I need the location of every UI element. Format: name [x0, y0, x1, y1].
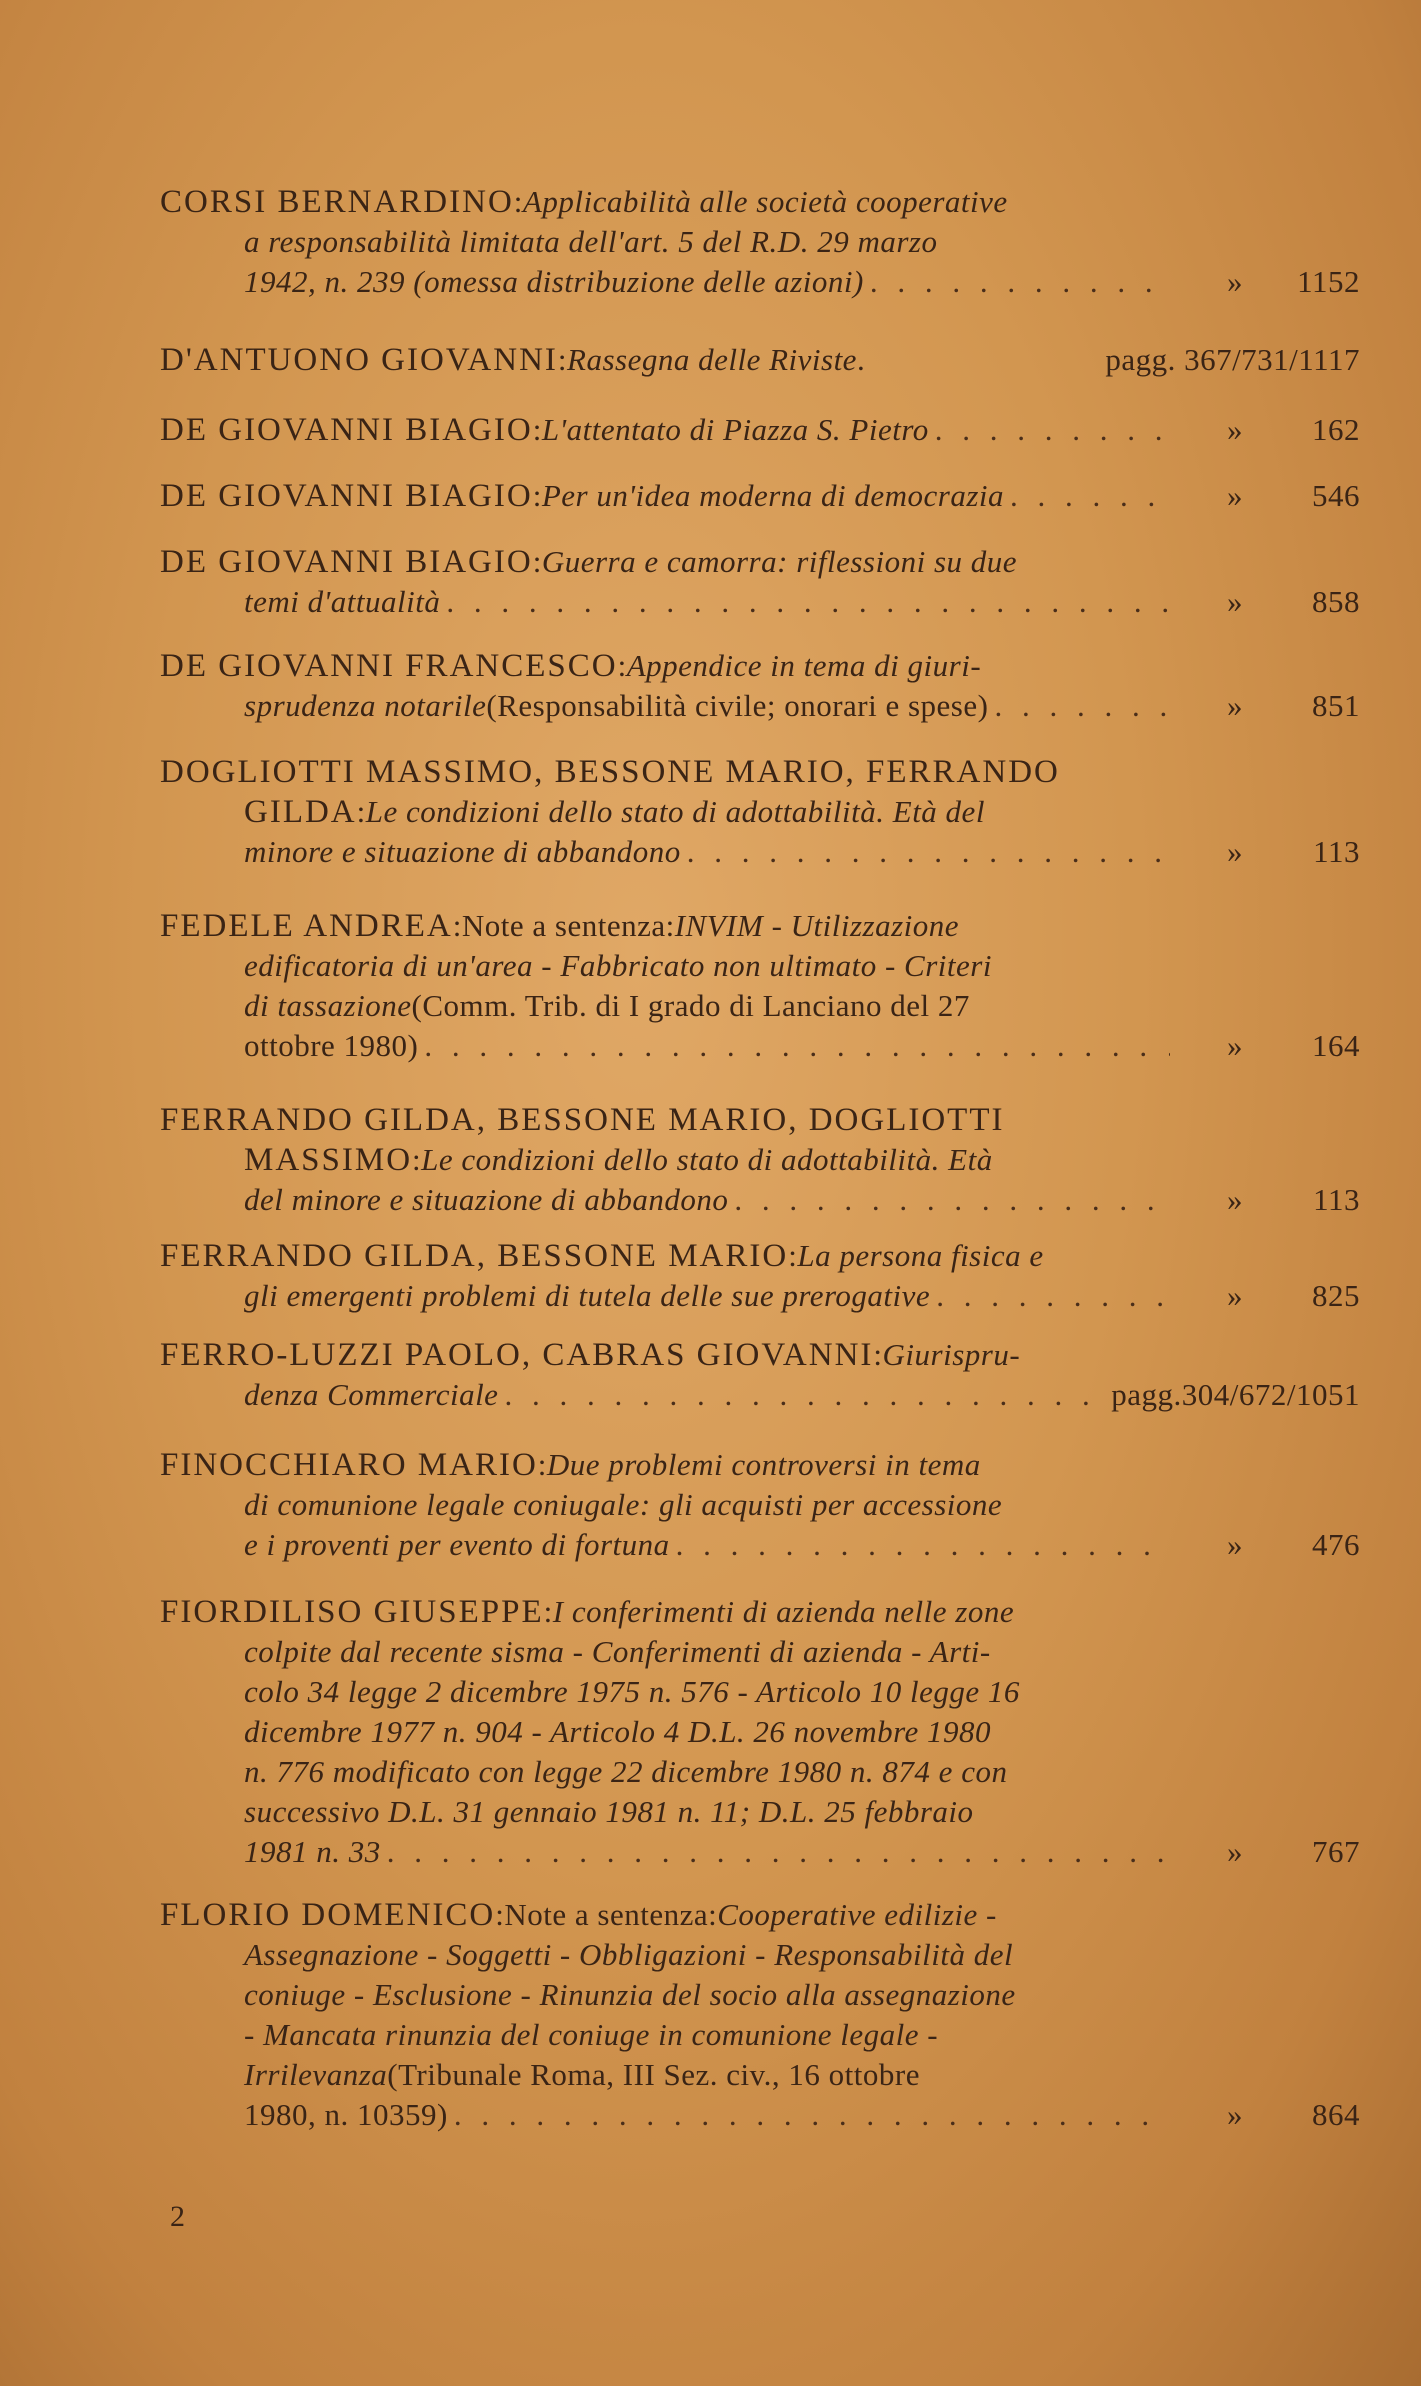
entry-line: [160, 2055, 1360, 2095]
entry-line: [160, 410, 1360, 450]
entry-page: 1152: [1297, 264, 1360, 299]
entry-line: [160, 1026, 1360, 1066]
entry-note: Note a sentenza:: [504, 1897, 718, 1932]
entry-title: gli emergenti problemi di tutela delle sue prerogative: [244, 1278, 931, 1313]
entry-title: Per un'idea moderna di democrazia: [541, 478, 1005, 513]
entry-line: [160, 686, 1360, 726]
entry-line: [160, 1895, 1360, 1935]
index-entry: [160, 542, 1360, 622]
entry-separator: :: [557, 342, 568, 377]
leader-dots: [930, 1276, 1170, 1316]
entry-title: di comunione legale coniugale: gli acquisti per accessione: [244, 1487, 1003, 1522]
entry-line: [160, 1140, 1360, 1180]
entry-author: DE GIOVANNI FRANCESCO: [160, 648, 618, 684]
entry-separator: :: [513, 184, 523, 219]
index-entry: [160, 1236, 1360, 1316]
leader-dots: [498, 1375, 1111, 1415]
entry-title: Assegnazione - Soggetti - Obbligazioni - Responsabilità del: [244, 1937, 1014, 1972]
leader-dots: [1004, 476, 1170, 516]
entry-title: Giurispru-: [882, 1337, 1021, 1372]
entry-line: [160, 340, 1360, 380]
entry-separator: :: [788, 1238, 798, 1273]
entry-author: DE GIOVANNI BIAGIO: [160, 544, 533, 580]
index-entry: [160, 1895, 1360, 2135]
entry-title: La persona fisica e: [797, 1238, 1044, 1273]
entry-line: [160, 646, 1360, 686]
entry-title: 1942, n. 239 (omessa distribuzione delle azioni): [244, 264, 864, 299]
guillemet: »: [1227, 412, 1243, 447]
entry-line: [160, 1752, 1360, 1792]
entry-dot: .: [856, 342, 866, 377]
entry-title: Appendice in tema di giuri-: [626, 648, 982, 683]
index-entry: [160, 646, 1360, 726]
index-entry: [160, 906, 1360, 1066]
leader-dots: [381, 1832, 1170, 1872]
entry-line: [160, 1712, 1360, 1752]
index-entry: [160, 340, 1360, 380]
entry-separator: :: [356, 794, 366, 829]
entry-title: denza Commerciale: [244, 1377, 499, 1412]
entry-line: [160, 1445, 1360, 1485]
spacer: [865, 340, 1105, 380]
entry-line: [160, 1335, 1360, 1375]
entry-page: 113: [1313, 834, 1360, 869]
entry-line: [160, 832, 1360, 872]
entry-title: Rassegna delle Riviste: [567, 342, 857, 377]
entry-separator: :: [617, 648, 627, 683]
entry-title: sprudenza notarile: [244, 688, 487, 723]
index-entry: [160, 1592, 1360, 1872]
entry-separator: :: [543, 1594, 553, 1629]
leader-dots: [929, 410, 1170, 450]
entry-title: successivo D.L. 31 gennaio 1981 n. 11; D.L. 25 febbraio: [244, 1794, 974, 1829]
entry-separator: :: [532, 478, 542, 513]
entry-page: 858: [1312, 584, 1360, 619]
index-entry: [160, 476, 1360, 516]
guillemet: »: [1227, 1278, 1243, 1313]
entry-author: FIORDILISO GIUSEPPE: [160, 1594, 544, 1630]
guillemet: »: [1227, 264, 1243, 299]
entry-line: [160, 1236, 1360, 1276]
entry-title: Le condizioni dello stato di adottabilità. Età: [421, 1142, 993, 1177]
entry-page: 767: [1312, 1834, 1360, 1869]
entry-line: [160, 1180, 1360, 1220]
entry-author: DOGLIOTTI MASSIMO, BESSONE MARIO, FERRANDO: [160, 754, 1060, 790]
entry-page: 476: [1312, 1527, 1360, 1562]
entry-author: FINOCCHIARO MARIO: [160, 1447, 538, 1483]
entry-line: [160, 2015, 1360, 2055]
entry-line: [160, 1592, 1360, 1632]
entry-author: FLORIO DOMENICO: [160, 1897, 496, 1933]
entry-line: [160, 1975, 1360, 2015]
leader-dots: [670, 1525, 1170, 1565]
entry-title: 1981 n. 33: [244, 1834, 381, 1869]
entry-line: [160, 182, 1360, 222]
entry-note: ottobre 1980): [244, 1028, 419, 1063]
entry-title: colpite dal recente sisma - Conferimenti di azienda - Arti-: [244, 1634, 991, 1669]
entry-title: e i proventi per evento di fortuna: [244, 1527, 670, 1562]
entry-title: L'attentato di Piazza S. Pietro: [541, 412, 929, 447]
entry-author: DE GIOVANNI BIAGIO: [160, 412, 533, 448]
guillemet: »: [1227, 1182, 1243, 1217]
leader-dots: [988, 686, 1170, 726]
entry-page: 864: [1312, 2097, 1360, 2132]
entry-line: [160, 1375, 1360, 1415]
entry-separator: :: [532, 544, 542, 579]
leader-dots: [418, 1026, 1170, 1066]
entry-author: FEDELE ANDREA: [160, 908, 453, 944]
entry-title: Le condizioni dello stato di adottabilità. Età del: [365, 794, 985, 829]
entry-page: 825: [1312, 1278, 1360, 1313]
entry-line: [160, 1632, 1360, 1672]
entry-author: FERRO-LUZZI PAOLO, CABRAS GIOVANNI: [160, 1337, 874, 1373]
leader-dots: [728, 1180, 1170, 1220]
entry-line: [160, 1832, 1360, 1872]
entry-title: dicembre 1977 n. 904 - Articolo 4 D.L. 26 novembre 1980: [244, 1714, 992, 1749]
entry-title: del minore e situazione di abbandono: [244, 1182, 729, 1217]
guillemet: »: [1227, 1028, 1243, 1063]
entry-page: 113: [1313, 1182, 1360, 1217]
entry-author: DE GIOVANNI BIAGIO: [160, 478, 533, 514]
leader-dots: [448, 2095, 1170, 2135]
leader-dots: [864, 262, 1170, 302]
entry-page: 162: [1312, 412, 1360, 447]
index-entry: [160, 182, 1360, 302]
entry-title: temi d'attualità: [244, 584, 441, 619]
entry-title: coniuge - Esclusione - Rinunzia del socio alla assegnazione: [244, 1977, 1016, 2012]
entry-line: [160, 582, 1360, 622]
entry-line: [160, 946, 1360, 986]
entry-line: [160, 1525, 1360, 1565]
entry-title: I conferimenti di azienda nelle zone: [552, 1594, 1015, 1629]
entry-author: FERRANDO GILDA, BESSONE MARIO: [160, 1238, 789, 1274]
entry-line: [160, 792, 1360, 832]
index-entry: [160, 410, 1360, 450]
entry-line: [160, 1935, 1360, 1975]
entry-title: Guerra e camorra: riflessioni su due: [541, 544, 1018, 579]
index-entry: [160, 752, 1360, 872]
guillemet: »: [1227, 1527, 1243, 1562]
entry-line: [160, 1100, 1360, 1140]
entry-page: 164: [1312, 1028, 1360, 1063]
entry-note: (Tribunale Roma, III Sez. civ., 16 ottobre: [387, 2057, 920, 2092]
entry-line: [160, 986, 1360, 1026]
entry-page: 851: [1312, 688, 1360, 723]
entry-title: n. 776 modificato con legge 22 dicembre 1980 n. 874 e con: [244, 1754, 1008, 1789]
entry-line: [160, 222, 1360, 262]
index-entry: [160, 1445, 1360, 1565]
entry-title: Irrilevanza: [244, 2057, 388, 2092]
entry-line: [160, 906, 1360, 946]
guillemet: »: [1227, 2097, 1243, 2132]
guillemet: »: [1227, 688, 1243, 723]
entry-note: (Responsabilità civile; onorari e spese): [486, 688, 989, 723]
entry-separator: :: [537, 1447, 547, 1482]
guillemet: »: [1227, 478, 1243, 513]
entry-title: Applicabilità alle società cooperative: [522, 184, 1008, 219]
entry-line: [160, 262, 1360, 302]
entry-separator: :: [532, 412, 542, 447]
entry-author: MASSIMO: [244, 1142, 413, 1178]
entry-pages: pagg.304/672/1051: [1111, 1377, 1360, 1412]
entry-title: a responsabilità limitata dell'art. 5 del R.D. 29 marzo: [244, 224, 938, 259]
entry-line: [160, 1792, 1360, 1832]
entry-title: minore e situazione di abbandono: [244, 834, 681, 869]
entry-author: GILDA: [244, 794, 357, 830]
entry-note: Note a sentenza:: [461, 908, 675, 943]
entry-line: [160, 1672, 1360, 1712]
entry-title: Due problemi controversi in tema: [546, 1447, 981, 1482]
entry-page: 546: [1312, 478, 1360, 513]
entry-note: (Comm. Trib. di I grado di Lanciano del 27: [411, 988, 970, 1023]
entry-separator: :: [495, 1897, 505, 1932]
entry-pages: pagg. 367/731/1117: [1105, 342, 1360, 377]
entry-line: [160, 2095, 1360, 2135]
entry-line: [160, 542, 1360, 582]
entry-title: Cooperative edilizie -: [717, 1897, 997, 1932]
entry-author: CORSI BERNARDINO: [160, 184, 514, 220]
index-entry: [160, 1335, 1360, 1415]
entry-note: 1980, n. 10359): [244, 2097, 448, 2132]
entry-separator: :: [412, 1142, 422, 1177]
entry-title: di tassazione: [244, 988, 412, 1023]
entry-line: [160, 1485, 1360, 1525]
entry-line: [160, 1276, 1360, 1316]
entry-title: - Mancata rinunzia del coniuge in comunione legale -: [244, 2017, 939, 2052]
entry-title: edificatoria di un'area - Fabbricato non ultimato - Criteri: [244, 948, 992, 983]
guillemet: »: [1227, 1834, 1243, 1869]
leader-dots: [440, 582, 1170, 622]
entry-line: [160, 476, 1360, 516]
entry-separator: :: [873, 1337, 883, 1372]
entry-title: colo 34 legge 2 dicembre 1975 n. 576 - Articolo 10 legge 16: [244, 1674, 1020, 1709]
index-entry: [160, 1100, 1360, 1220]
entry-separator: :: [452, 908, 462, 943]
guillemet: »: [1227, 584, 1243, 619]
entry-title: INVIM - Utilizzazione: [674, 908, 960, 943]
page-number: 2: [170, 2200, 185, 2233]
entry-author: D'ANTUONO GIOVANNI: [160, 342, 558, 378]
entry-line: [160, 752, 1360, 792]
guillemet: »: [1227, 834, 1243, 869]
leader-dots: [681, 832, 1170, 872]
entry-author: FERRANDO GILDA, BESSONE MARIO, DOGLIOTTI: [160, 1102, 1005, 1138]
